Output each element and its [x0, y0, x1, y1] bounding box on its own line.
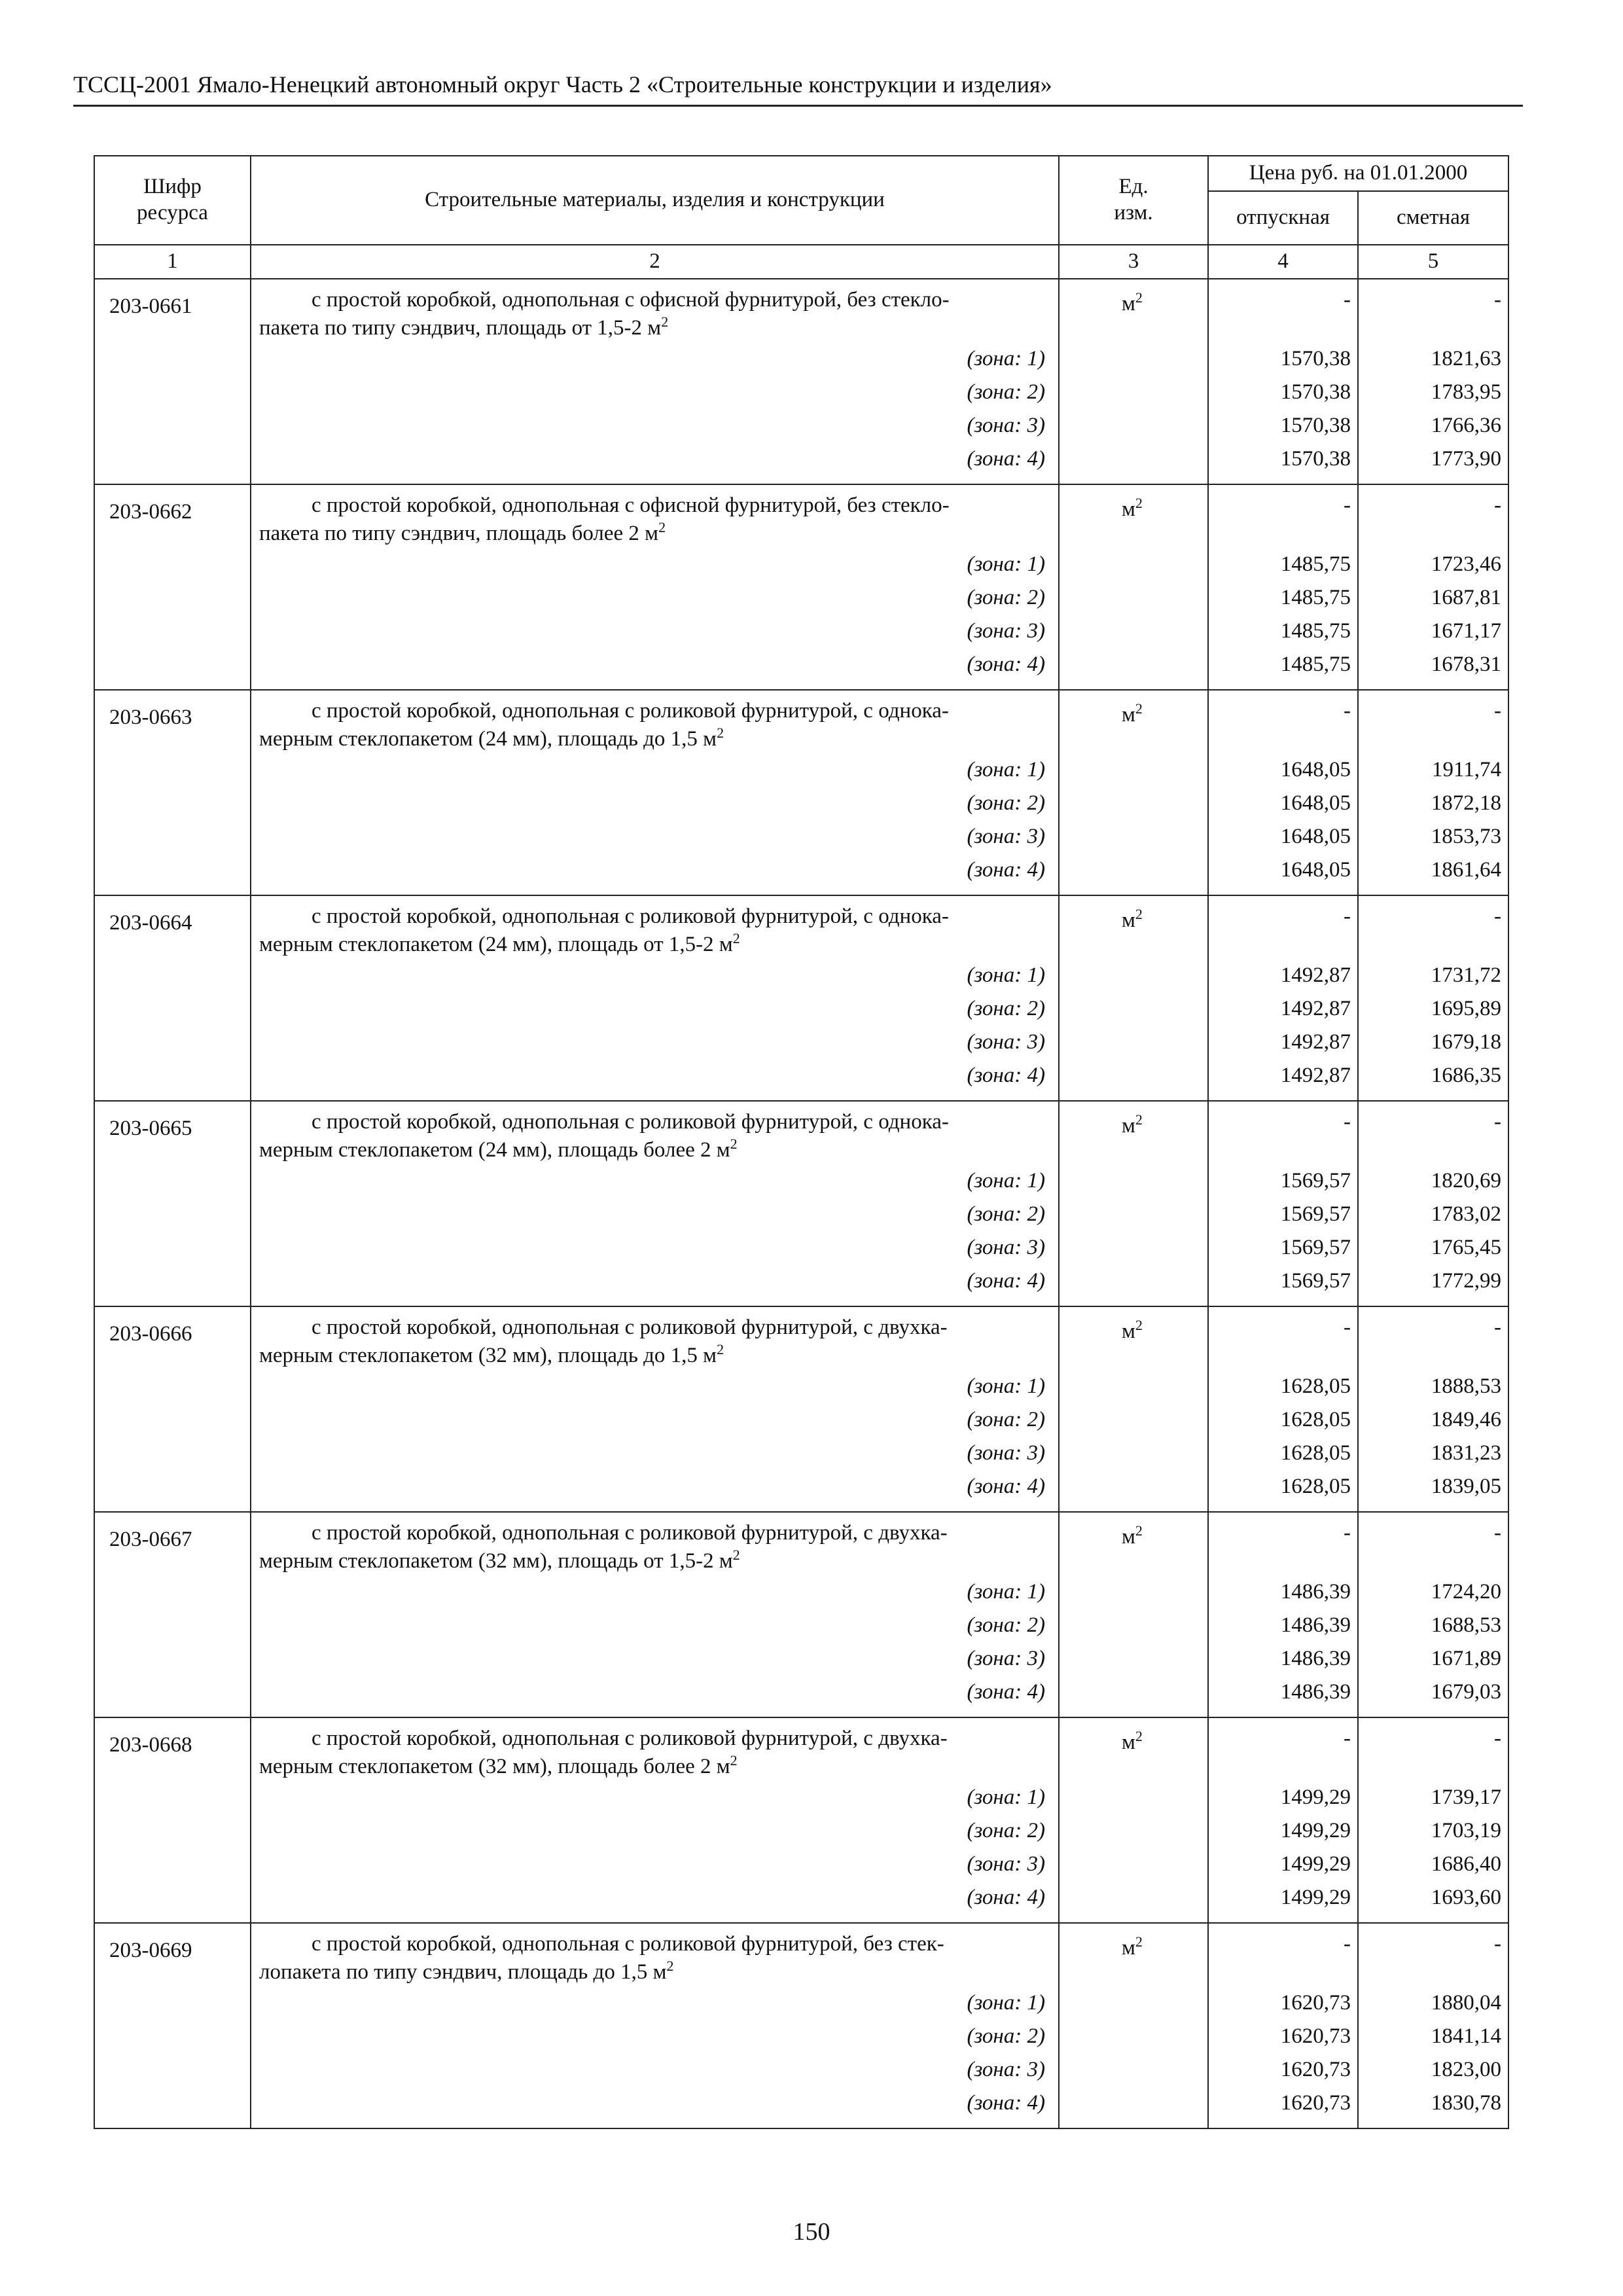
estimate-price: 1820,69 [1431, 1169, 1502, 1193]
page-number: 150 [793, 2218, 830, 2246]
zone-label: (зона: 4) [967, 653, 1045, 676]
estimate-price: 1688,53 [1431, 1613, 1502, 1637]
release-price: 1499,29 [1280, 1785, 1351, 1809]
column-number-1: 1 [94, 245, 251, 279]
zone-label: (зона: 4) [967, 1064, 1045, 1087]
resource-block [94, 1101, 1508, 1306]
release-price: 1486,39 [1280, 1613, 1351, 1637]
description-line-1: с простой коробкой, однопольная с роликовой фурнитурой, с однока- [312, 905, 949, 928]
description-line-1: с простой коробкой, однопольная с роликовой фурнитурой, с однока- [312, 1110, 949, 1134]
release-price: 1492,87 [1280, 1030, 1351, 1054]
description-line-1: с простой коробкой, однопольная с офисной фурнитурой, без стекло- [312, 288, 950, 312]
release-price-blank: - [1344, 288, 1351, 312]
unit-label: м [1122, 1731, 1135, 1754]
zone-label: (зона: 4) [967, 1680, 1045, 1704]
table-row [94, 1923, 1508, 2128]
zone-label: (зона: 2) [967, 1613, 1045, 1637]
zone-label: (зона: 1) [967, 1374, 1045, 1398]
release-price-cell [1208, 1717, 1358, 1923]
release-price-cell [1208, 1306, 1358, 1512]
description-line-1: с простой коробкой, однопольная с роликовой фурнитурой, с однока- [312, 699, 949, 723]
column-header-estimate: сметная [1358, 191, 1508, 245]
resource-description [251, 1717, 1059, 1923]
release-price: 1648,05 [1280, 825, 1351, 848]
description-line-2 [251, 1136, 1058, 1164]
zone-label: (зона: 4) [967, 1475, 1045, 1498]
release-price: 1620,73 [1280, 2091, 1351, 2115]
resource-code: 203-0664 [94, 895, 251, 1101]
area-exponent: 2 [717, 1342, 724, 1357]
release-price: 1499,29 [1280, 1886, 1351, 1909]
release-price: 1492,87 [1280, 963, 1351, 987]
resource-block [94, 895, 1508, 1101]
zone-label: (зона: 1) [967, 552, 1045, 576]
release-price-cell [1208, 1512, 1358, 1717]
description-line-1: с простой коробкой, однопольная с роликовой фурнитурой, с двухка- [312, 1521, 948, 1545]
unit-exponent: 2 [1135, 1933, 1143, 1950]
resource-description [251, 690, 1059, 895]
estimate-price-blank: - [1494, 1521, 1502, 1545]
table-row [94, 1101, 1508, 1306]
estimate-price-blank: - [1494, 905, 1502, 928]
unit-of-measure [1059, 690, 1208, 895]
release-price: 1485,75 [1280, 586, 1351, 609]
release-price: 1570,38 [1280, 414, 1351, 437]
release-price-blank: - [1344, 1932, 1351, 1956]
description-line-2 [251, 1342, 1058, 1370]
zone-label: (зона: 3) [967, 1030, 1045, 1054]
estimate-price-cell [1358, 690, 1508, 895]
estimate-price: 1765,45 [1431, 1236, 1502, 1259]
zone-label: (зона: 3) [967, 2058, 1045, 2081]
description-line-2-text: мерным стеклопакетом (32 мм), площадь более 2 м [259, 1755, 730, 1778]
estimate-price: 1839,05 [1431, 1475, 1502, 1498]
description-line-1: с простой коробкой, однопольная с роликовой фурнитурой, без стек- [312, 1932, 944, 1956]
estimate-price-blank: - [1494, 1932, 1502, 1956]
unit-exponent: 2 [1135, 495, 1143, 511]
release-price-blank: - [1344, 1316, 1351, 1339]
resource-description [251, 895, 1059, 1101]
column-number-2: 2 [251, 245, 1059, 279]
estimate-price: 1821,63 [1431, 347, 1502, 370]
description-line-2-text: мерным стеклопакетом (24 мм), площадь до 1,5 м [259, 727, 717, 751]
column-header-unit-label: Ед. изм. [1114, 175, 1153, 224]
unit-label: м [1122, 292, 1135, 315]
table-row [94, 1306, 1508, 1512]
description-line-2 [251, 314, 1058, 342]
unit-of-measure [1059, 1923, 1208, 2128]
release-price: 1570,38 [1280, 447, 1351, 471]
zone-label: (зона: 1) [967, 963, 1045, 987]
description-line-2 [251, 520, 1058, 548]
release-price: 1570,38 [1280, 347, 1351, 370]
release-price: 1486,39 [1280, 1647, 1351, 1670]
release-price-blank: - [1344, 905, 1351, 928]
release-price: 1648,05 [1280, 858, 1351, 882]
zone-label: (зона: 4) [967, 858, 1045, 882]
resource-block [94, 690, 1508, 895]
zone-label: (зона: 1) [967, 1785, 1045, 1809]
column-header-price-group: Цена руб. на 01.01.2000 [1208, 156, 1508, 191]
resource-code: 203-0666 [94, 1306, 251, 1512]
zone-label: (зона: 3) [967, 414, 1045, 437]
estimate-price: 1772,99 [1431, 1269, 1502, 1293]
estimate-price: 1679,18 [1431, 1030, 1502, 1054]
zone-label: (зона: 3) [967, 1852, 1045, 1876]
estimate-price: 1773,90 [1431, 447, 1502, 471]
table-row [94, 1512, 1508, 1717]
description-line-2-text: лопакета по типу сэндвич, площадь до 1,5 м [259, 1960, 667, 1984]
release-price: 1569,57 [1280, 1236, 1351, 1259]
release-price: 1569,57 [1280, 1169, 1351, 1193]
estimate-price: 1830,78 [1431, 2091, 1502, 2115]
release-price: 1569,57 [1280, 1269, 1351, 1293]
zone-label: (зона: 1) [967, 347, 1045, 370]
description-line-2 [251, 1753, 1058, 1781]
description-line-2-text: мерным стеклопакетом (24 мм), площадь более 2 м [259, 1138, 730, 1162]
description-line-1: с простой коробкой, однопольная с офисной фурнитурой, без стекло- [312, 493, 950, 517]
unit-label: м [1122, 703, 1135, 726]
resource-code: 203-0668 [94, 1717, 251, 1923]
release-price-blank: - [1344, 1110, 1351, 1134]
release-price: 1485,75 [1280, 552, 1351, 576]
resource-description [251, 1923, 1059, 2128]
estimate-price-blank: - [1494, 1316, 1502, 1339]
estimate-price-blank: - [1494, 288, 1502, 312]
area-exponent: 2 [730, 1753, 738, 1768]
zone-label: (зона: 2) [967, 1819, 1045, 1842]
release-price: 1569,57 [1280, 1202, 1351, 1226]
description-line-2-text: мерным стеклопакетом (32 мм), площадь до 1,5 м [259, 1344, 717, 1367]
zone-label: (зона: 2) [967, 586, 1045, 609]
column-number-3: 3 [1059, 245, 1208, 279]
estimate-price: 1831,23 [1431, 1441, 1502, 1465]
unit-exponent: 2 [1135, 700, 1143, 717]
estimate-price: 1695,89 [1431, 997, 1502, 1020]
estimate-price: 1783,95 [1431, 380, 1502, 404]
description-line-2 [251, 1547, 1058, 1575]
resource-description [251, 1306, 1059, 1512]
table-row [94, 1717, 1508, 1923]
estimate-price: 1671,89 [1431, 1647, 1502, 1670]
unit-of-measure [1059, 1717, 1208, 1923]
document-header: ТССЦ-2001 Ямало-Ненецкий автономный округ Часть 2 «Строительные конструкции и изделия» [73, 71, 1052, 98]
release-price: 1628,05 [1280, 1374, 1351, 1398]
zone-label: (зона: 4) [967, 447, 1045, 471]
area-exponent: 2 [666, 1958, 674, 1974]
estimate-price: 1731,72 [1431, 963, 1502, 987]
release-price: 1628,05 [1280, 1408, 1351, 1431]
zone-label: (зона: 2) [967, 997, 1045, 1020]
description-line-2-text: пакета по типу сэндвич, площадь от 1,5-2 м [259, 316, 662, 340]
release-price: 1620,73 [1280, 2024, 1351, 2048]
zone-label: (зона: 3) [967, 1441, 1045, 1465]
release-price: 1485,75 [1280, 653, 1351, 676]
estimate-price-cell [1358, 1512, 1508, 1717]
zone-label: (зона: 4) [967, 1886, 1045, 1909]
resource-description [251, 279, 1059, 484]
estimate-price: 1766,36 [1431, 414, 1502, 437]
release-price-blank: - [1344, 1727, 1351, 1750]
table-row [94, 279, 1508, 484]
table-row [94, 484, 1508, 690]
estimate-price-cell [1358, 1101, 1508, 1306]
resource-description [251, 484, 1059, 690]
estimate-price-cell [1358, 1306, 1508, 1512]
estimate-price: 1823,00 [1431, 2058, 1502, 2081]
resource-code: 203-0662 [94, 484, 251, 690]
price-table [94, 155, 1509, 2129]
estimate-price: 1723,46 [1431, 552, 1502, 576]
resource-block [94, 484, 1508, 690]
release-price: 1648,05 [1280, 791, 1351, 815]
estimate-price: 1783,02 [1431, 1202, 1502, 1226]
estimate-price: 1686,40 [1431, 1852, 1502, 1876]
release-price: 1628,05 [1280, 1441, 1351, 1465]
area-exponent: 2 [732, 1547, 740, 1563]
zone-label: (зона: 4) [967, 1269, 1045, 1293]
resource-block [94, 1306, 1508, 1512]
description-line-2 [251, 931, 1058, 959]
estimate-price: 1693,60 [1431, 1886, 1502, 1909]
estimate-price-cell [1358, 895, 1508, 1101]
area-exponent: 2 [661, 314, 669, 330]
estimate-price-blank: - [1494, 493, 1502, 517]
release-price-cell [1208, 279, 1358, 484]
estimate-price-cell [1358, 484, 1508, 690]
estimate-price-blank: - [1494, 1727, 1502, 1750]
zone-label: (зона: 3) [967, 619, 1045, 643]
estimate-price-cell [1358, 1717, 1508, 1923]
column-header-name: Строительные материалы, изделия и конструкции [251, 156, 1059, 245]
release-price: 1492,87 [1280, 997, 1351, 1020]
release-price-blank: - [1344, 1521, 1351, 1545]
estimate-price: 1703,19 [1431, 1819, 1502, 1842]
estimate-price: 1888,53 [1431, 1374, 1502, 1398]
description-line-2-text: пакета по типу сэндвич, площадь более 2 м [259, 522, 659, 545]
column-header-code-label: Шифр ресурса [137, 175, 208, 224]
table-header [94, 156, 1508, 279]
zone-label: (зона: 4) [967, 2091, 1045, 2115]
table-row [94, 895, 1508, 1101]
column-header-release: отпускная [1208, 191, 1358, 245]
estimate-price: 1853,73 [1431, 825, 1502, 848]
unit-exponent: 2 [1135, 289, 1143, 306]
unit-of-measure [1059, 279, 1208, 484]
zone-label: (зона: 2) [967, 1202, 1045, 1226]
resource-code: 203-0667 [94, 1512, 251, 1717]
resource-code: 203-0663 [94, 690, 251, 895]
unit-exponent: 2 [1135, 906, 1143, 922]
zone-label: (зона: 2) [967, 2024, 1045, 2048]
release-price-blank: - [1344, 699, 1351, 723]
zone-label: (зона: 2) [967, 380, 1045, 404]
release-price: 1486,39 [1280, 1680, 1351, 1704]
description-line-2 [251, 725, 1058, 753]
estimate-price: 1841,14 [1431, 2024, 1502, 2048]
unit-label: м [1122, 497, 1135, 521]
estimate-price: 1679,03 [1431, 1680, 1502, 1704]
column-number-4: 4 [1208, 245, 1358, 279]
estimate-price: 1861,64 [1431, 858, 1502, 882]
release-price: 1628,05 [1280, 1475, 1351, 1498]
unit-of-measure [1059, 1306, 1208, 1512]
table-row [94, 690, 1508, 895]
zone-label: (зона: 3) [967, 825, 1045, 848]
release-price-cell [1208, 1101, 1358, 1306]
estimate-price: 1872,18 [1431, 791, 1502, 815]
resource-block [94, 1512, 1508, 1717]
area-exponent: 2 [658, 520, 666, 535]
zone-label: (зона: 1) [967, 758, 1045, 781]
unit-of-measure [1059, 895, 1208, 1101]
unit-label: м [1122, 1114, 1135, 1138]
release-price-cell [1208, 895, 1358, 1101]
description-line-2-text: мерным стеклопакетом (32 мм), площадь от 1,5-2 м [259, 1549, 733, 1573]
release-price: 1620,73 [1280, 2058, 1351, 2081]
unit-of-measure [1059, 1101, 1208, 1306]
release-price: 1499,29 [1280, 1819, 1351, 1842]
unit-label: м [1122, 908, 1135, 932]
description-line-1: с простой коробкой, однопольная с роликовой фурнитурой, с двухка- [312, 1727, 948, 1750]
zone-label: (зона: 3) [967, 1236, 1045, 1259]
zone-label: (зона: 2) [967, 1408, 1045, 1431]
resource-description [251, 1512, 1059, 1717]
release-price-blank: - [1344, 493, 1351, 517]
area-exponent: 2 [732, 931, 740, 946]
estimate-price: 1724,20 [1431, 1580, 1502, 1604]
unit-exponent: 2 [1135, 1522, 1143, 1539]
zone-label: (зона: 2) [967, 791, 1045, 815]
zone-label: (зона: 3) [967, 1647, 1045, 1670]
estimate-price: 1678,31 [1431, 653, 1502, 676]
release-price: 1485,75 [1280, 619, 1351, 643]
column-header-code [94, 156, 251, 245]
estimate-price: 1671,17 [1431, 619, 1502, 643]
estimate-price-blank: - [1494, 1110, 1502, 1134]
resource-block [94, 1717, 1508, 1923]
area-exponent: 2 [717, 725, 724, 741]
release-price: 1499,29 [1280, 1852, 1351, 1876]
resource-code: 203-0665 [94, 1101, 251, 1306]
column-header-unit [1059, 156, 1208, 245]
unit-of-measure [1059, 484, 1208, 690]
estimate-price: 1686,35 [1431, 1064, 1502, 1087]
zone-label: (зона: 1) [967, 1169, 1045, 1193]
resource-code: 203-0669 [94, 1923, 251, 2128]
release-price-cell [1208, 484, 1358, 690]
estimate-price: 1849,46 [1431, 1408, 1502, 1431]
unit-label: м [1122, 1525, 1135, 1549]
unit-exponent: 2 [1135, 1111, 1143, 1128]
header-rule [73, 105, 1523, 107]
description-line-2 [251, 1958, 1058, 1986]
unit-exponent: 2 [1135, 1728, 1143, 1744]
estimate-price: 1911,74 [1431, 758, 1502, 781]
estimate-price-cell [1358, 1923, 1508, 2128]
description-line-2-text: мерным стеклопакетом (24 мм), площадь от 1,5-2 м [259, 933, 733, 956]
column-number-5: 5 [1358, 245, 1508, 279]
estimate-price-cell [1358, 279, 1508, 484]
release-price-cell [1208, 1923, 1358, 2128]
unit-of-measure [1059, 1512, 1208, 1717]
release-price: 1648,05 [1280, 758, 1351, 781]
release-price: 1486,39 [1280, 1580, 1351, 1604]
area-exponent: 2 [730, 1136, 738, 1152]
unit-exponent: 2 [1135, 1317, 1143, 1333]
unit-label: м [1122, 1319, 1135, 1343]
zone-label: (зона: 1) [967, 1580, 1045, 1604]
release-price-cell [1208, 690, 1358, 895]
estimate-price: 1880,04 [1431, 1991, 1502, 2015]
estimate-price: 1739,17 [1431, 1785, 1502, 1809]
estimate-price: 1687,81 [1431, 586, 1502, 609]
release-price: 1570,38 [1280, 380, 1351, 404]
resource-block [94, 279, 1508, 484]
zone-label: (зона: 1) [967, 1991, 1045, 2015]
resource-code: 203-0661 [94, 279, 251, 484]
description-line-1: с простой коробкой, однопольная с роликовой фурнитурой, с двухка- [312, 1316, 948, 1339]
release-price: 1620,73 [1280, 1991, 1351, 2015]
estimate-price-blank: - [1494, 699, 1502, 723]
resource-block [94, 1923, 1508, 2128]
unit-label: м [1122, 1936, 1135, 1960]
release-price: 1492,87 [1280, 1064, 1351, 1087]
resource-description [251, 1101, 1059, 1306]
